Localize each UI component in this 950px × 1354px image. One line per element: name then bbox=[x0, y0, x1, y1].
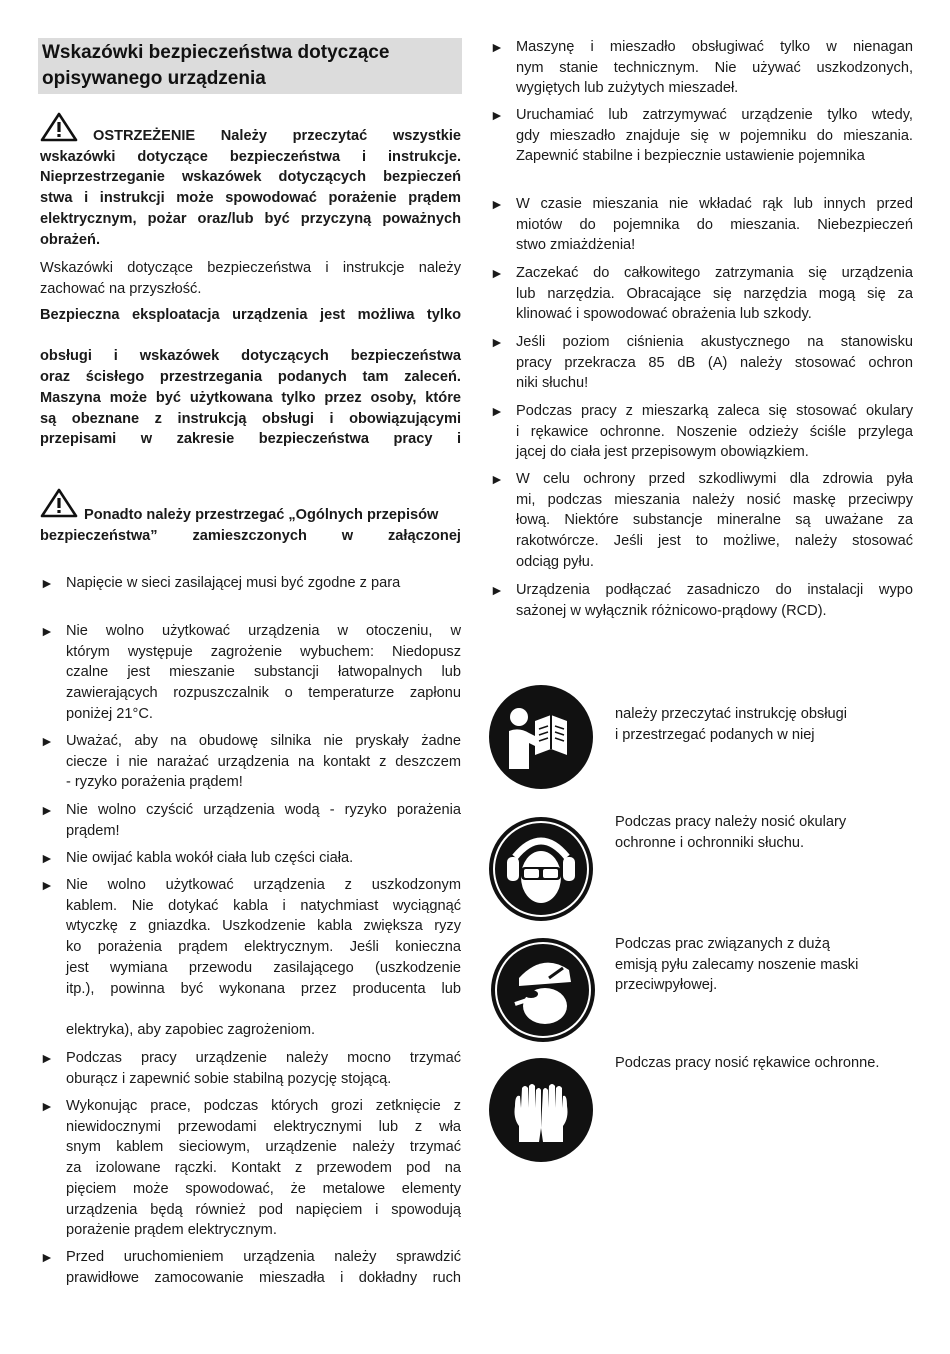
text-line: itp.), powinna być wykonana przez producenta lub bbox=[66, 980, 461, 997]
bullet-arrow-icon: ► bbox=[40, 877, 54, 893]
caption-line: ochronne i ochronniki słuchu. bbox=[615, 834, 805, 851]
text-line: prawidłowe zamocowanie mieszadła i dokładny ruch bbox=[66, 1269, 461, 1286]
warning-line: Nieprzestrzeganie wskazówek dotyczących bezpieczeń bbox=[40, 169, 461, 186]
text-line: gdy mieszadło znajduje się w pojemniku do mieszania. bbox=[516, 127, 913, 144]
text-line: łową. Niektóre substancje mineralne są uważane za bbox=[516, 512, 913, 529]
caption-line: Podczas pracy należy nosić okulary bbox=[615, 814, 847, 830]
text-line: urządzenia będą również pod napięciem i spowodują bbox=[66, 1201, 461, 1218]
caption-line: Podczas pracy nosić rękawice ochronne. bbox=[615, 1055, 880, 1071]
text-line: pięciem może spowodować, że metalowe elementy bbox=[66, 1180, 461, 1197]
warning-paragraph bbox=[40, 126, 461, 250]
bullet-text bbox=[516, 332, 913, 394]
bullet-arrow-icon: ► bbox=[40, 1050, 54, 1066]
heading-line-2: opisywanego urządzenia bbox=[42, 68, 266, 89]
bullet-text bbox=[66, 800, 461, 841]
text-line: Nie owijać kabla wokół ciała lub części ciała. bbox=[66, 850, 354, 866]
bullet-arrow-icon: ► bbox=[490, 334, 504, 350]
text-line: Jeśli poziom ciśnienia akustycznego na stanowisku bbox=[516, 334, 913, 350]
text-line: Nie wolno czyścić urządzenia wodą - ryzyko porażenia bbox=[66, 802, 461, 818]
text-line: niki słuchu! bbox=[516, 375, 589, 392]
bullet-arrow-icon: ► bbox=[490, 265, 504, 281]
text-line: W celu ochrony przed szkodliwymi dla zdrowia pyła bbox=[516, 471, 913, 487]
bullet-arrow-icon: ► bbox=[40, 850, 54, 866]
text-line: Przed uruchomieniem urządzenia należy sprawdzić bbox=[66, 1249, 461, 1265]
text-line: Ponadto należy przestrzegać „Ogólnych przepisów bbox=[84, 507, 439, 523]
text-line: oburącz i zapewnić sobie stabilną pozycję stojącą. bbox=[66, 1070, 392, 1087]
bullet-arrow-icon: ► bbox=[490, 196, 504, 212]
bullet-arrow-icon: ► bbox=[40, 733, 54, 749]
general-rules-paragraph bbox=[40, 505, 461, 546]
bullet-text bbox=[516, 469, 913, 573]
text-line: kablem. Nie dotykać kabla i natychmiast wyciągnąć bbox=[66, 897, 461, 914]
text-line: elektryka), aby zapobiec zagrożeniom. bbox=[66, 1021, 316, 1038]
text-line: stwo zmiażdżenia! bbox=[516, 237, 636, 254]
text-line: Wykonując prace, podczas których grozi zetknięcie z bbox=[66, 1098, 461, 1114]
text-line: wtyczkę z gniazdka. Uszkodzenie kabla zwiększa ryzy bbox=[66, 918, 461, 935]
text-line: miotów do pojemnika do mieszania. Niebezpieczeń bbox=[516, 216, 913, 233]
bullet-text bbox=[516, 37, 913, 99]
text-line: Podczas pracy urządzenie należy mocno trzymać bbox=[66, 1050, 461, 1066]
bullet-arrow-icon: ► bbox=[40, 1098, 54, 1114]
text-line: Uważać, aby na obudowę silnika nie pryskały żadne bbox=[66, 733, 461, 749]
text-line: Nie wolno użytkować urządzenia z uszkodzonym bbox=[66, 877, 461, 893]
text-line: Urządzenia podłączać zasadniczo do instalacji wypo bbox=[516, 582, 913, 598]
text-line: wygiętych lub zużytych mieszadeł. bbox=[516, 80, 739, 97]
text-line: którym występuje zagrożenie wybuchem: Niedopusz bbox=[66, 643, 461, 660]
text-line: Bezpieczna eksploatacja urządzenia jest możliwa tylko bbox=[40, 307, 461, 323]
text-line: poniżej 21°C. bbox=[66, 705, 153, 722]
section-heading bbox=[38, 38, 462, 94]
text-line: Podczas pracy z mieszarką zaleca się stosować okulary bbox=[516, 403, 913, 419]
gloves-icon bbox=[489, 1058, 593, 1162]
text-line: za izolowane rączki. Kontakt z przewodem pod na bbox=[66, 1160, 461, 1177]
safe-operation-paragraph bbox=[40, 305, 461, 450]
warning-line: elektrycznym, pożar oraz/lub być przyczyną poważnych bbox=[40, 210, 461, 227]
text-line: zachować na przyszłość. bbox=[40, 280, 202, 297]
text-line: snym kablem sieciowym, urządzenie należy trzymać bbox=[66, 1139, 461, 1156]
bullet-text bbox=[66, 875, 461, 1041]
text-line: prądem! bbox=[66, 822, 120, 839]
text-line: oraz ścisłego przestrzegania podanych tam zaleceń. bbox=[40, 369, 461, 386]
bullet-arrow-icon: ► bbox=[490, 39, 504, 55]
bullet-arrow-icon: ► bbox=[490, 403, 504, 419]
dust-mask-icon bbox=[491, 938, 595, 1042]
bullet-text bbox=[516, 105, 913, 167]
text-line: Uruchamiać lub zatrzymywać urządzenie tylko wtedy, bbox=[516, 107, 913, 123]
text-line: rakotwórcze. Jeśli jest to możliwe, należy stosować bbox=[516, 533, 913, 550]
text-line: Zaczekać do całkowitego zatrzymania się urządzenia bbox=[516, 265, 913, 281]
text-line: obsługi i wskazówek dotyczących bezpieczeństwa bbox=[40, 348, 461, 365]
text-line: Napięcie w sieci zasilającej musi być zgodne z para bbox=[66, 575, 401, 591]
bullet-text bbox=[66, 848, 461, 869]
text-line: klinować i spowodować obrażenia lub szkody. bbox=[516, 306, 812, 323]
bullet-arrow-icon: ► bbox=[40, 575, 54, 591]
text-line: bezpieczeństwa” zamieszczonych w załączonej bbox=[40, 527, 461, 544]
read-manual-icon bbox=[489, 685, 593, 789]
bullet-arrow-icon: ► bbox=[490, 107, 504, 123]
caption-line: należy przeczytać instrukcję obsługi bbox=[615, 706, 847, 722]
bullet-text bbox=[66, 731, 461, 793]
text-line bbox=[66, 999, 461, 1020]
bullet-text bbox=[516, 263, 913, 325]
pictogram-caption bbox=[615, 934, 858, 996]
caption-line: i przestrzegać podanych w niej bbox=[615, 726, 815, 743]
text-line: - ryzyko porażenia prądem! bbox=[66, 774, 243, 791]
caption-line: przeciwpyłowej. bbox=[615, 977, 718, 994]
bullet-arrow-icon: ► bbox=[490, 471, 504, 487]
text-line: W czasie mieszania nie wkładać rąk lub innych przed bbox=[516, 196, 913, 212]
bullet-text bbox=[66, 1247, 461, 1288]
text-line: mi, podczas mieszania należy nosić maskę przeciwpy bbox=[516, 491, 913, 508]
text-line: przepisami w zakresie bezpieczeństwa pracy i bbox=[40, 431, 461, 448]
warning-line: OSTRZEŻENIE Należy przeczytać wszystkie bbox=[93, 128, 461, 144]
text-line: pracy przekracza 85 dB (A) należy stosować ochron bbox=[516, 354, 913, 371]
text-line: Maszyna może być użytkowana tylko przez osoby, które bbox=[40, 389, 461, 406]
text-line: są obeznane z instrukcją obsługi i obowiązującymi bbox=[40, 410, 461, 427]
bullet-text bbox=[66, 621, 461, 725]
keep-instructions-paragraph bbox=[40, 258, 461, 299]
text-line: jest wymiana przewodu zasilającego (uszkodzenie bbox=[66, 959, 461, 976]
text-line: niewidocznymi przewodami elektrycznymi lub z wła bbox=[66, 1118, 461, 1135]
pictogram-caption bbox=[615, 1053, 879, 1074]
bullet-arrow-icon: ► bbox=[40, 802, 54, 818]
text-line: ciecze i nie narażać urządzenia na kontakt z deszczem bbox=[66, 753, 461, 770]
text-line: jącej do ciała jest przepisowym obowiązkiem. bbox=[516, 444, 809, 461]
text-line: Zapewnić stabilne i bezpiecznie ustawienie pojemnika bbox=[516, 148, 865, 165]
bullet-arrow-icon: ► bbox=[490, 582, 504, 598]
bullet-text bbox=[66, 573, 461, 594]
bullet-text bbox=[516, 194, 913, 256]
text-line: odciąg pyłu. bbox=[516, 553, 594, 570]
text-line: porażenie prądem elektrycznym. bbox=[66, 1222, 277, 1239]
pictogram-caption bbox=[615, 704, 847, 745]
text-line bbox=[40, 326, 461, 347]
text-line: Nie wolno użytkować urządzenia w otoczeniu, w bbox=[66, 623, 461, 639]
bullet-arrow-icon: ► bbox=[40, 1249, 54, 1265]
goggles-earmuffs-icon bbox=[489, 817, 593, 921]
heading-line-1: Wskazówki bezpieczeństwa dotyczące bbox=[42, 42, 390, 63]
caption-line: emisją pyłu zalecamy noszenie maski bbox=[615, 956, 859, 973]
text-line: sażonej w wyłącznik różnicowo-prądowy (RCD). bbox=[516, 602, 827, 619]
warning-line: obrażeń. bbox=[40, 231, 101, 248]
warning-line: wskazówki dotyczące bezpieczeństwa i instrukcje. bbox=[40, 148, 461, 165]
text-line: czalne jest mieszanie substancji łatwopalnych lub bbox=[66, 664, 461, 681]
caption-line: Podczas prac związanych z dużą bbox=[615, 936, 830, 952]
bullet-text bbox=[66, 1096, 461, 1241]
text-line: ko porażenia prądem elektrycznym. Jeśli konieczna bbox=[66, 939, 461, 956]
text-line: lub narzędzia. Obracające się narzędzia mogą się za bbox=[516, 285, 913, 302]
text-line: Maszynę i mieszadło obsługiwać tylko w nienagan bbox=[516, 39, 913, 55]
bullet-text bbox=[516, 401, 913, 463]
bullet-arrow-icon: ► bbox=[40, 623, 54, 639]
warning-line: stwa i instrukcji może spowodować porażenie prądem bbox=[40, 190, 461, 207]
text-line: Wskazówki dotyczące bezpieczeństwa i instrukcje należy bbox=[40, 260, 461, 276]
bullet-text bbox=[516, 580, 913, 621]
text-line: zawierających rozpuszczalnik o temperaturze zapłonu bbox=[66, 685, 461, 702]
bullet-text bbox=[66, 1048, 461, 1089]
text-line: nym stanie technicznym. Nie używać uszkodzonych, bbox=[516, 59, 913, 76]
pictogram-caption bbox=[615, 812, 846, 853]
text-line: i rękawice ochronne. Noszenie odzieży ściśle przylega bbox=[516, 423, 913, 440]
